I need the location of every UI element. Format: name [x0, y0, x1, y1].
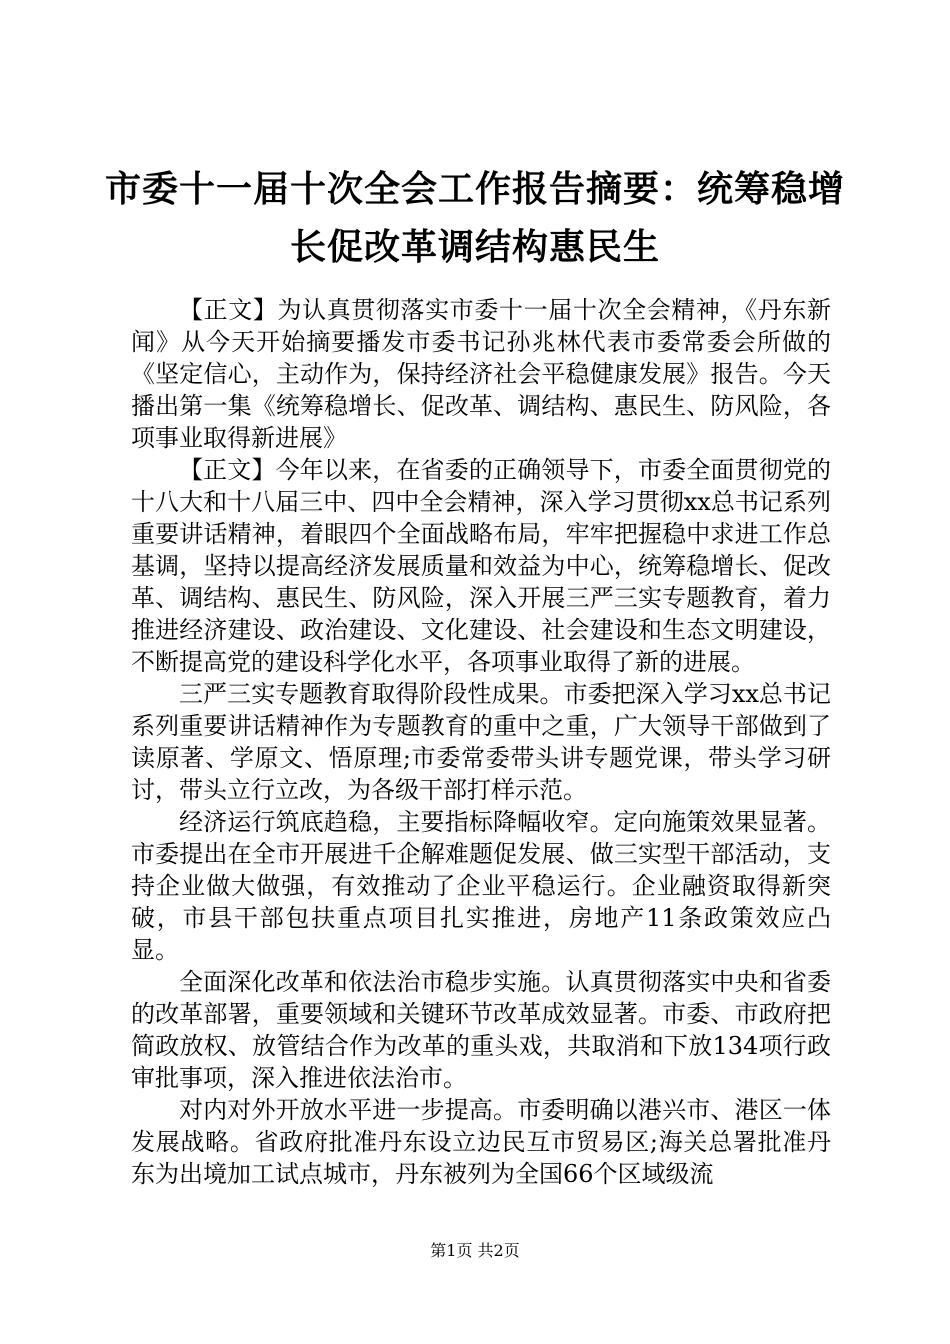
- paragraph: 全面深化改革和依法治市稳步实施。认真贯彻落实中央和省委的改革部署，重要领域和关键环节改革成效显著。市委、市政府把简政放权、放管结合作为改革的重头戏，共取消和下放134项行政审批事项，深入推进依法治市。: [131, 968, 831, 1092]
- document-body: [131, 294, 831, 1190]
- paragraph: 三严三实专题教育取得阶段性成果。市委把深入学习xx总书记系列重要讲话精神作为专题教育的重中之重，广大领导干部做到了读原著、学原文、悟原理;市委常委带头讲专题党课，带头学习研讨，带头立行立改，为各级干部打样示范。: [131, 680, 831, 804]
- document-title: 市委十一届十次全会工作报告摘要：统筹稳增长促改革调结构惠民生: [104, 168, 845, 268]
- paragraph: 【正文】今年以来，在省委的正确领导下，市委全面贯彻党的十八大和十八届三中、四中全会精神，深入学习贯彻xx总书记系列重要讲话精神，着眼四个全面战略布局，牢牢把握稳中求进工作总基调，坚持以提高经济发展质量和效益为中心，统筹稳增长、促改革、调结构、惠民生、防风险，深入开展三严三实专题教育，着力推进经济建设、政治建设、文化建设、社会建设和生态文明建设，不断提高党的建设科学化水平，各项事业取得了新的进展。: [131, 456, 831, 676]
- page-number-footer: 第1页 共2页: [430, 1241, 520, 1260]
- paragraph: 经济运行筑底趋稳，主要指标降幅收窄。定向施策效果显著。市委提出在全市开展进千企解难题促发展、做三实型干部活动，支持企业做大做强，有效推动了企业平稳运行。企业融资取得新突破，市县干部包扶重点项目扎实推进，房地产11条政策效应凸显。: [131, 808, 831, 964]
- paragraph: 对内对外开放水平进一步提高。市委明确以港兴市、港区一体发展战略。省政府批准丹东设立边民互市贸易区;海关总署批准丹东为出境加工试点城市，丹东被列为全国66个区域级流: [131, 1096, 831, 1188]
- paragraph: 【正文】为认真贯彻落实市委十一届十次全会精神，《丹东新闻》从今天开始摘要播发市委书记孙兆林代表市委常委会所做的《坚定信心，主动作为，保持经济社会平稳健康发展》报告。今天播出第一集《统筹稳增长、促改革、调结构、惠民生、防风险，各项事业取得新进展》: [131, 296, 831, 452]
